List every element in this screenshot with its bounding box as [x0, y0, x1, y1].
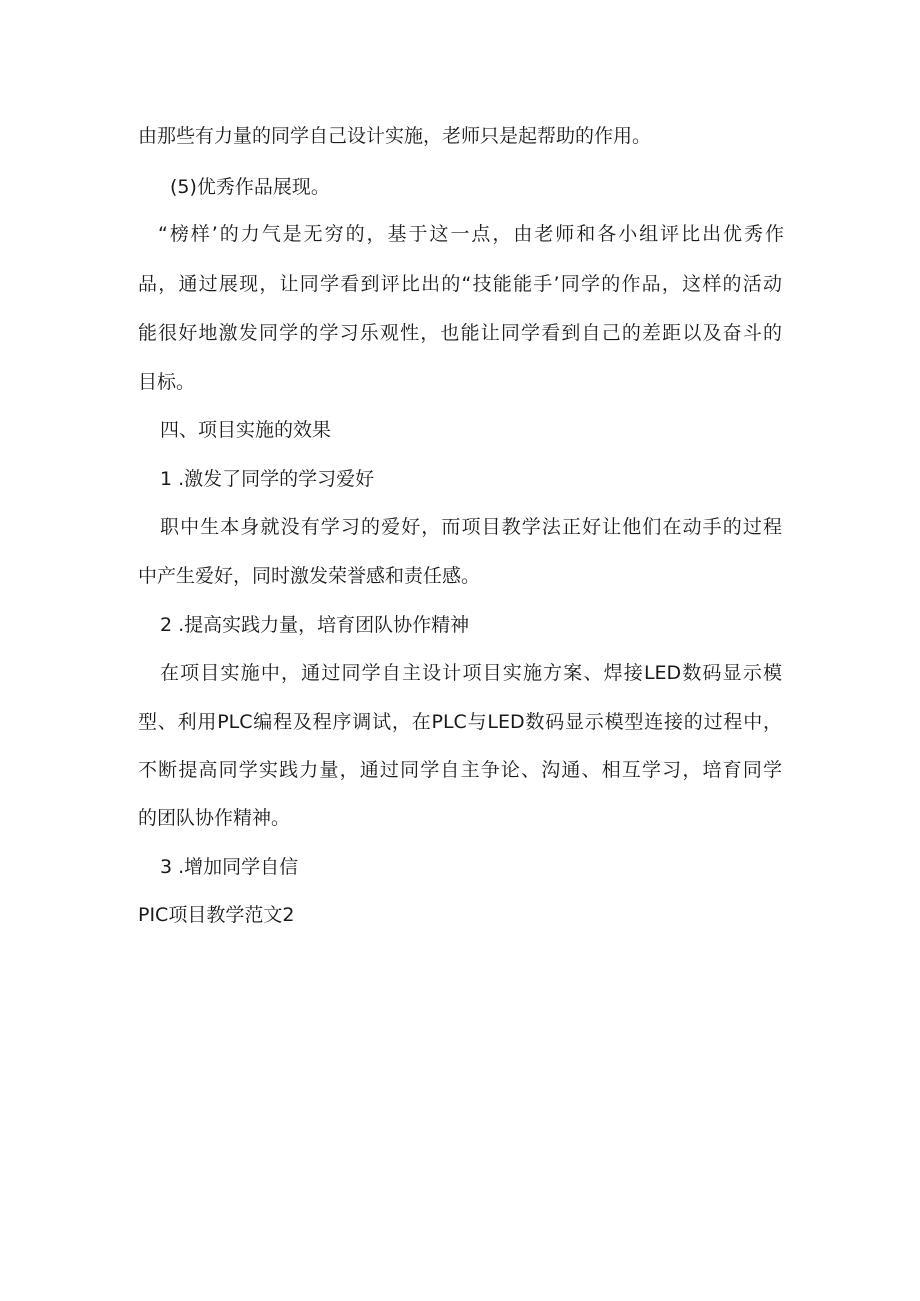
section-heading: 四、项目实施的效果 [160, 419, 332, 441]
paragraph-line: 的团队协作精神。 [138, 807, 291, 829]
paragraph-line: 目标。 [138, 371, 196, 393]
paragraph-line: 由那些有力量的同学自己设计实施，老师只是起帮助的作用。 [138, 125, 652, 147]
paragraph-line: “榜样’的力气是无穷的，基于这一点，由老师和各小组评比出优秀作 [158, 223, 784, 245]
subsection-heading: 2 .提高实践力量，培育团队协作精神 [160, 614, 470, 636]
document-title: PIC项目教学范文2 [138, 904, 295, 926]
paragraph-line: 能很好地激发同学的学习乐观性，也能让同学看到自己的差距以及奋斗的 [138, 322, 782, 344]
paragraph-line: 职中生本身就没有学习的爱好，而项目教学法正好让他们在动手的过程 [160, 516, 782, 538]
paragraph-line: 在项目实施中，通过同学自主设计项目实施方案、焊接LED数码显示模 [160, 662, 782, 684]
paragraph-line: 不断提高同学实践力量，通过同学自主争论、沟通、相互学习，培育同学 [138, 759, 782, 781]
section-heading: (5)优秀作品展现。 [170, 176, 330, 198]
paragraph-line: 中产生爱好，同时激发荣誉感和责任感。 [138, 565, 481, 587]
paragraph-line: 型、利用PLC编程及程序调试，在PLC与LED数码显示模型连接的过程中， [138, 711, 782, 733]
paragraph-line: 品，通过展现，让同学看到评比出的“技能能手’同学的作品，这样的活动 [138, 273, 782, 295]
subsection-heading: 1 .激发了同学的学习爱好 [160, 468, 375, 490]
subsection-heading: 3 .增加同学自信 [160, 856, 299, 878]
